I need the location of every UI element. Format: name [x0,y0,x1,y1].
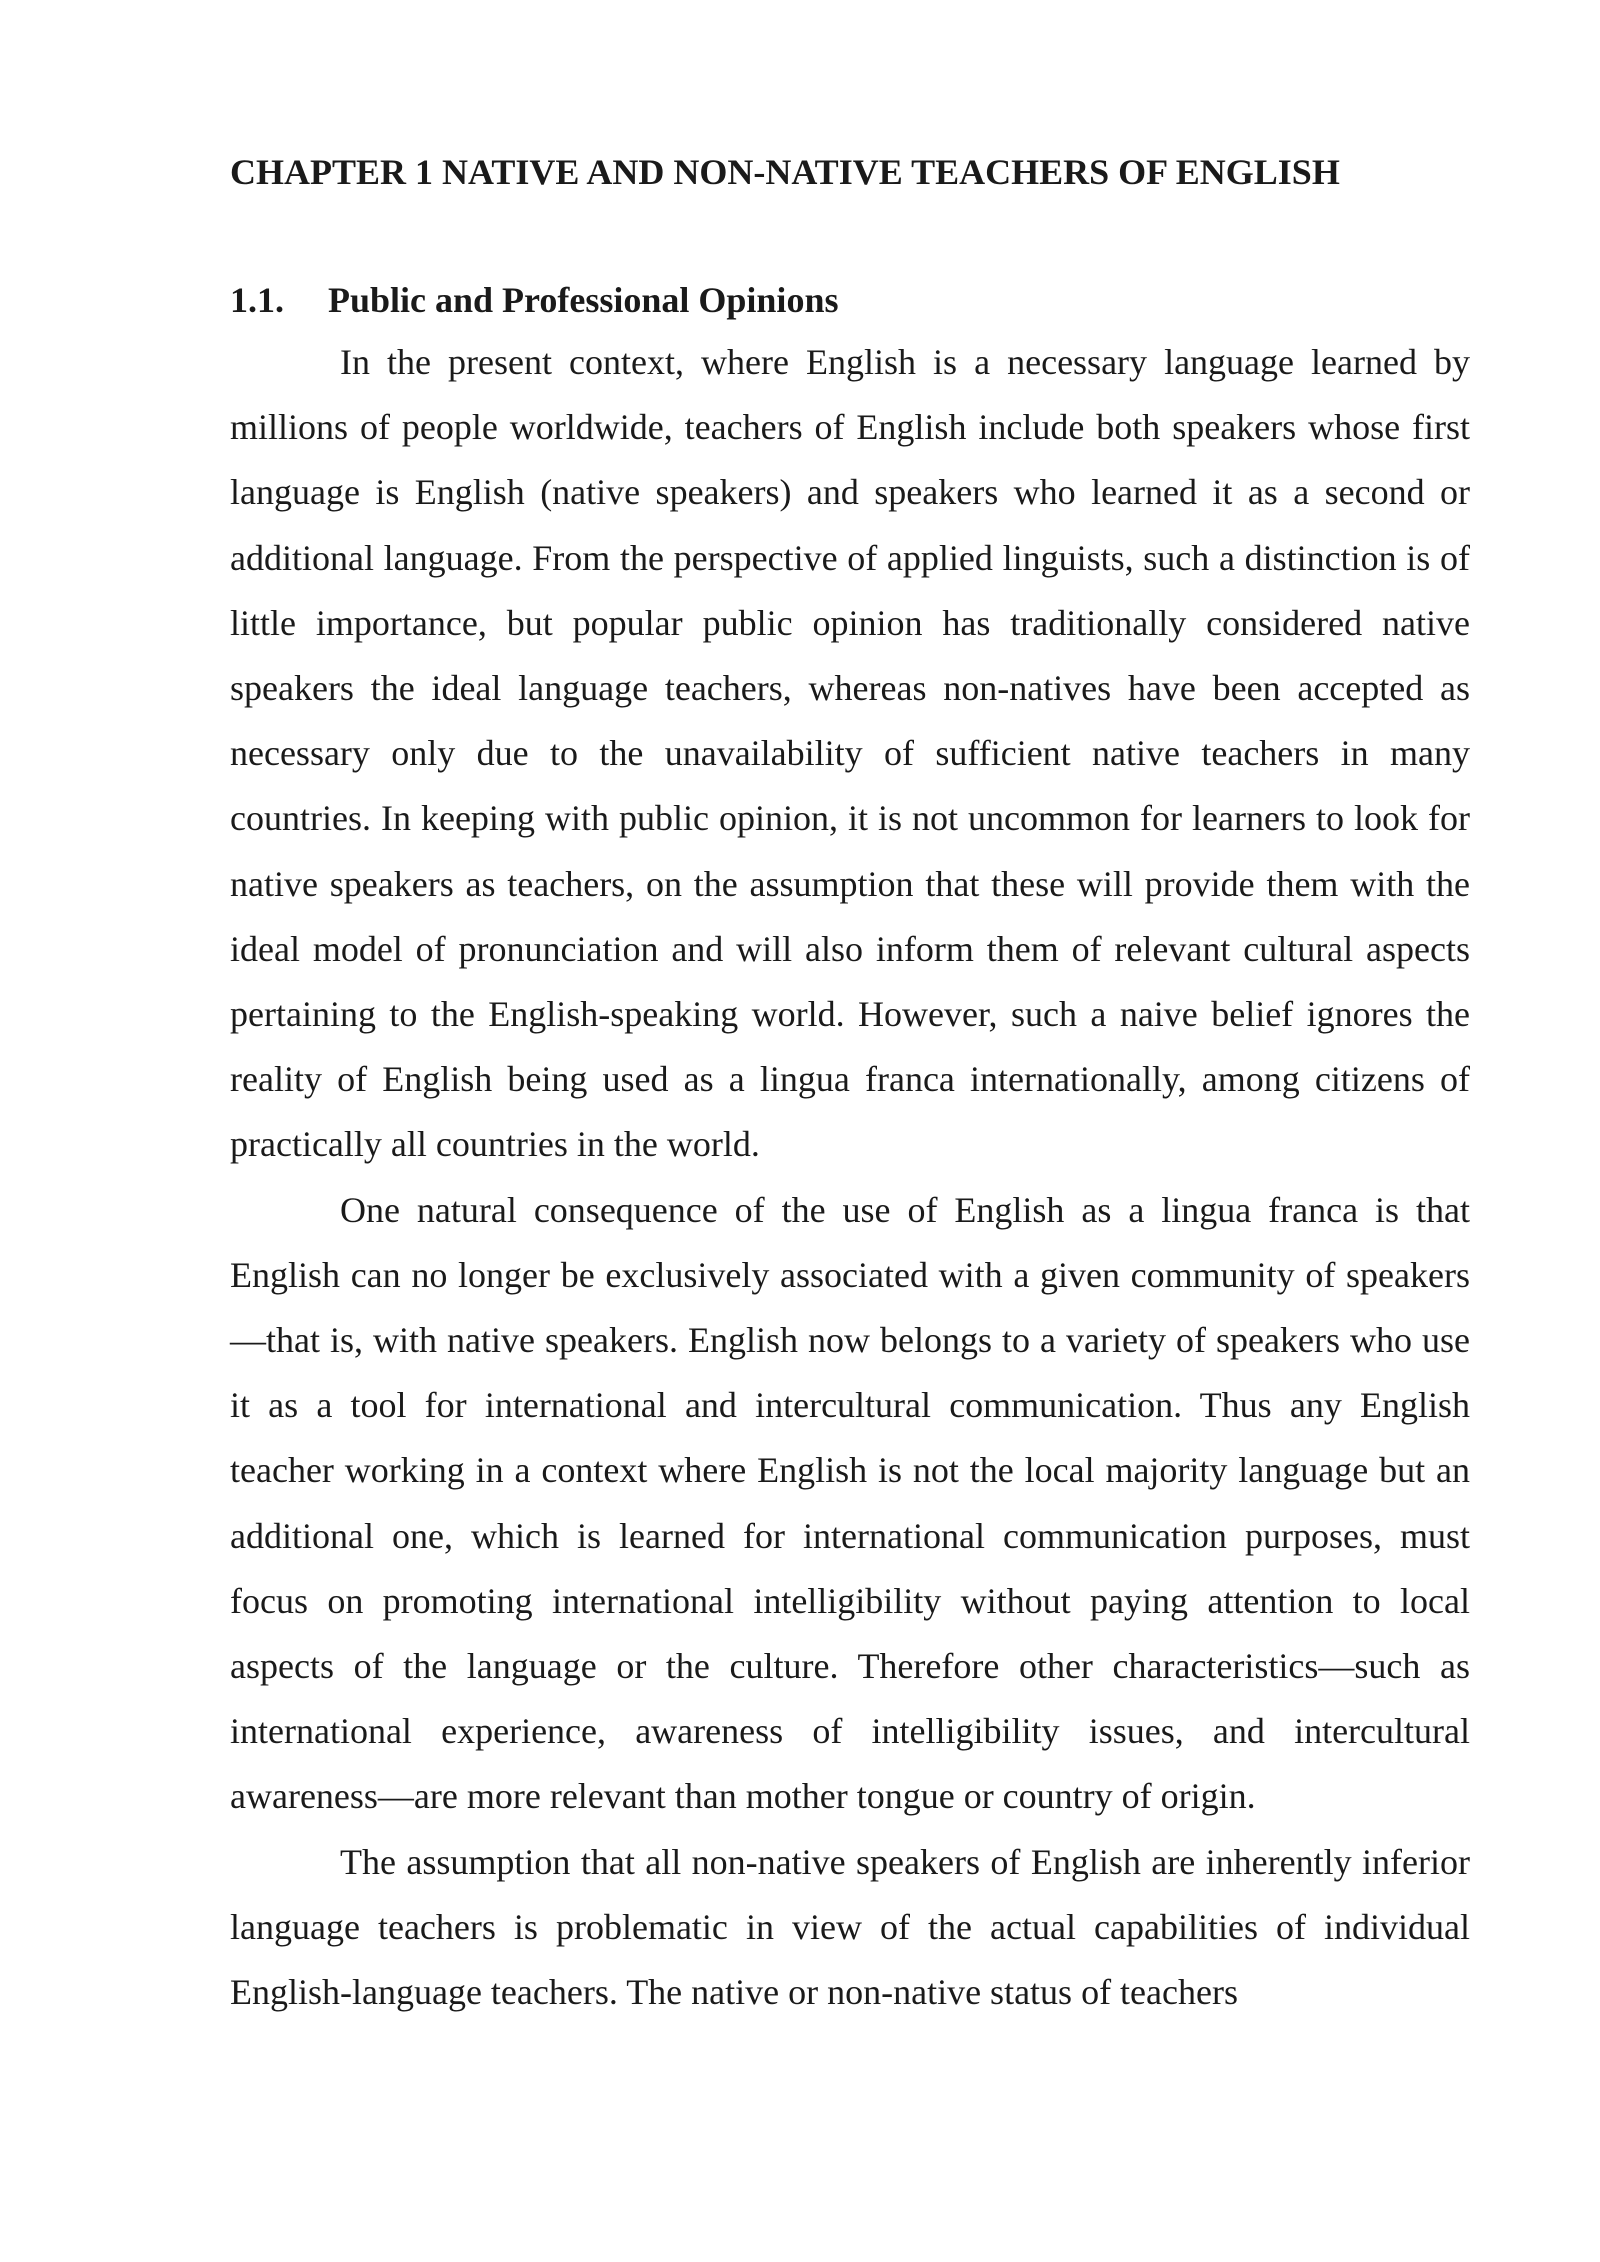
document-page [230,150,1470,2025]
body-paragraph: One natural consequence of the use of English as a lingua franca is that English can no longer be exclusively associated with a given community of speakers—that is, with native speakers. English now belongs to a variety of speakers who use it as a tool for international and intercultural communication. Thus any English teacher working in a context where English is not the local majority language but an additional one, which is learned for international communication purposes, must focus on promoting international intelligibility without paying attention to local aspects of the language or the culture. Therefore other characteristics—such as international experience, awareness of intelligibility issues, and intercultural awareness—are more relevant than mother tongue or country of origin. [230,1189,1470,1817]
chapter-title: CHAPTER 1 NATIVE AND NON-NATIVE TEACHERS OF ENGLISH [230,152,1340,192]
body-paragraph: In the present context, where English is a necessary language learned by millions of people worldwide, teachers of English include both speakers whose first language is English (native speakers) and speakers who learned it as a second or additional language. From the perspective of applied linguists, such a distinction is of little importance, but popular public opinion has traditionally considered native speakers the ideal language teachers, whereas non-natives have been accepted as necessary only due to the unavailability of sufficient native teachers in many countries. In keeping with public opinion, it is not uncommon for learners to look for native speakers as teachers, on the assumption that these will provide them with the ideal model of pronunciation and will also inform them of relevant cultural aspects pertaining to the English-speaking world. However, such a naive belief ignores the reality of English being used as a lingua franca internationally, among citizens of practically all countries in the world. [230,342,1470,1165]
section-title: Public and Professional Opinions [328,280,839,320]
section-number: 1.1. [230,280,284,320]
body-paragraph: The assumption that all non-native speakers of English are inherently inferior language teachers is problematic in view of the actual capabilities of individual English-language teachers. The native or non-native status of teachers [230,1841,1470,2013]
section-heading [230,278,1470,322]
